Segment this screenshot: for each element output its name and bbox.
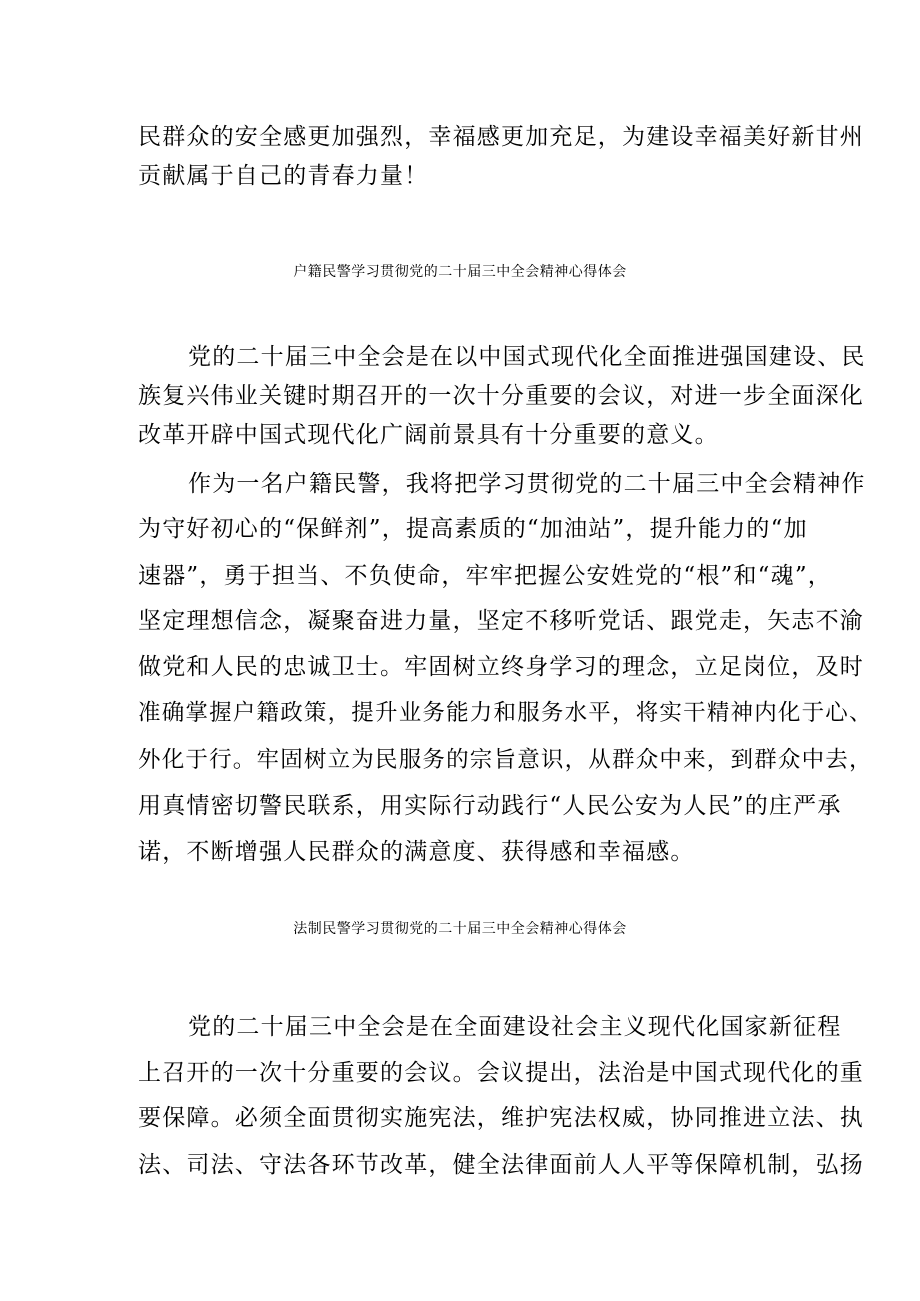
paragraph-line: 党的二十届三中全会是在全面建设社会主义现代化国家新征程 [188, 1014, 842, 1040]
paragraph-line: 外化于行。牢固树立为民服务的宗旨意识，从群众中来，到群众中去， [138, 747, 873, 773]
paragraph-line: 要保障。必须全面贯彻实施宪法，维护宪法权威，协同推进立法、执 [138, 1105, 864, 1131]
paragraph-line: 上召开的一次十分重要的会议。会议提出，法治是中国式现代化的重 [138, 1060, 864, 1086]
paragraph-line: 准确掌握户籍政策，提升业务能力和服务水平，将实干精神内化于心、 [138, 700, 873, 726]
paragraph-line: 用真情密切警民联系，用实际行动践行“人民公安为人民”的庄严承 [138, 793, 842, 819]
intro-line: 民群众的安全感更加强烈，幸福感更加充足，为建设幸福美好新甘州 [138, 124, 864, 150]
paragraph-line: 法、司法、守法各环节改革，健全法律面前人人平等保障机制，弘扬 [138, 1152, 864, 1178]
paragraph-line: 党的二十届三中全会是在以中国式现代化全面推进强国建设、民 [188, 344, 866, 370]
paragraph-line: 速器”，勇于担当、不负使命，牢牢把握公安姓党的“根”和“魂”， [138, 563, 832, 589]
section-heading: 法制民警学习贯彻党的二十届三中全会精神心得体会 [293, 921, 627, 937]
paragraph-line: 为守好初心的“保鲜剂”，提高素质的“加油站”，提升能力的“加 [138, 516, 808, 542]
paragraph-line: 做党和人民的忠诚卫士。牢固树立终身学习的理念，立足岗位，及时 [138, 654, 864, 680]
paragraph-line: 作为一名户籍民警，我将把学习贯彻党的二十届三中全会精神作 [188, 471, 866, 497]
paragraph-line: 改革开辟中国式现代化广阔前景具有十分重要的意义。 [138, 422, 719, 448]
paragraph-line: 诺，不断增强人民群众的满意度、获得感和幸福感。 [138, 839, 695, 865]
section-heading: 户籍民警学习贯彻党的二十届三中全会精神心得体会 [293, 264, 627, 280]
paragraph-line: 坚定理想信念，凝聚奋进力量，坚定不移听党话、跟党走，矢志不渝 [138, 608, 864, 634]
paragraph-line: 族复兴伟业关键时期召开的一次十分重要的会议，对进一步全面深化 [138, 383, 864, 409]
intro-line: 贡献属于自己的青春力量！ [138, 163, 429, 189]
